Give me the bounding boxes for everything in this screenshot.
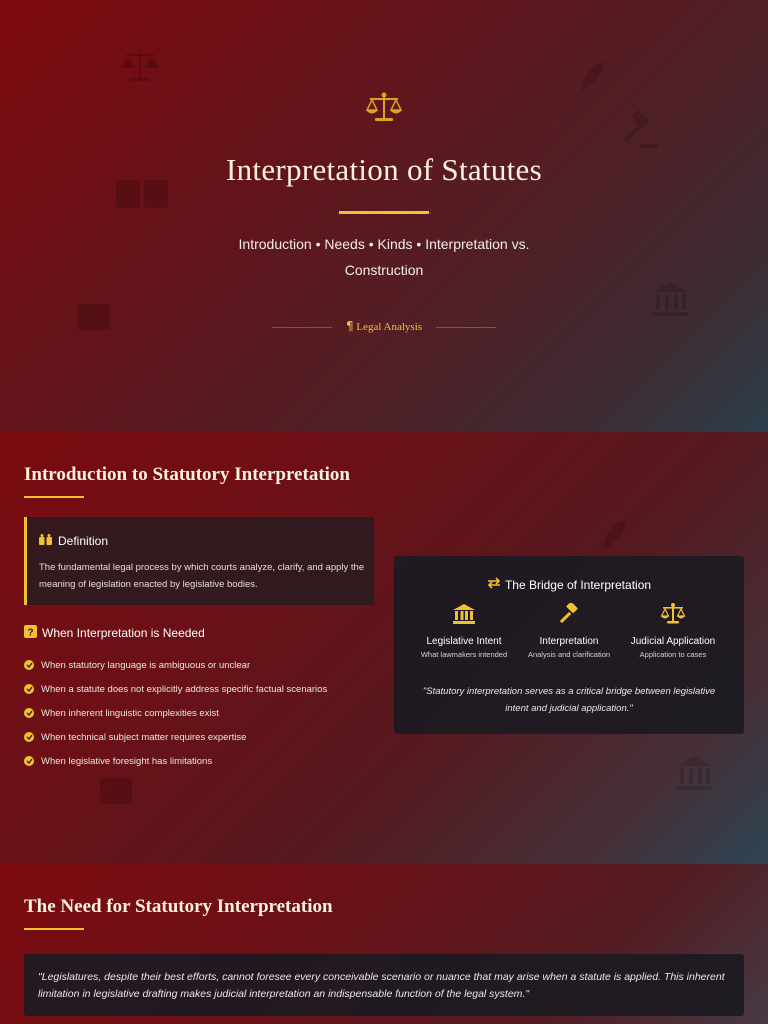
list-item: [24, 677, 327, 701]
feather-icon: [600, 518, 630, 558]
introduction-section: [0, 432, 768, 864]
bridge-label: Judicial Application: [630, 636, 716, 647]
bridge-column-legislative: [406, 603, 522, 659]
bridge-title: The Bridge of Interpretation: [504, 577, 652, 592]
hero-section: [0, 0, 768, 432]
list-item-text: When technical subject matter requires expertise: [41, 731, 247, 743]
need-section: [0, 864, 768, 1024]
landmark-icon: [406, 603, 522, 630]
list-item-text: When statutory language is ambiguous or unclear: [41, 659, 251, 671]
needed-label: When Interpretation is Needed: [42, 626, 205, 640]
scales-icon: [615, 603, 731, 630]
bridge-quote: "Statutory interpretation serves as a critical bridge between legislative intent and judicial application.": [422, 686, 716, 714]
check-circle-icon: [24, 756, 34, 766]
tag-label: Legal Analysis: [356, 321, 423, 333]
page-title: Interpretation of Statutes: [226, 152, 542, 187]
definition-heading: [39, 534, 108, 548]
scales-icon: [0, 92, 768, 129]
bridge-column-interpretation: [511, 603, 627, 659]
list-item: [24, 653, 327, 677]
section-underline: [24, 496, 84, 498]
bridge-heading: [394, 577, 744, 592]
svg-text:?: ?: [27, 627, 34, 638]
bridge-card: [394, 556, 744, 734]
book-icon: [98, 776, 134, 812]
list-item: [24, 749, 327, 773]
bridge-label: Legislative Intent: [426, 636, 502, 647]
bridge-label: Interpretation: [539, 636, 599, 647]
bridge-sublabel: What lawmakers intended: [420, 650, 508, 659]
section-title: The Need for Statutory Interpretation: [24, 896, 333, 917]
needed-list: [24, 653, 327, 773]
pilcrow-icon: ¶: [345, 319, 354, 333]
bridge-sublabel: Analysis and clarification: [527, 650, 611, 659]
need-quote: "Legislatures, despite their best efforts, cannot foresee every conceivable scenario or nuance that may arise when a statute is applied. This inherent limitation in legislative drafting makes judicial interpretation an indispensable function of the legal system.": [24, 954, 744, 1016]
book-icon: [39, 534, 52, 548]
title-underline: [339, 211, 429, 214]
bridge-sublabel: Application to cases: [639, 650, 707, 659]
check-circle-icon: [24, 660, 34, 670]
list-item-text: When a statute does not explicitly address specific factual scenarios: [41, 683, 328, 695]
gavel-icon: [511, 603, 627, 630]
check-circle-icon: [24, 708, 34, 718]
page-subtitle: Introduction • Needs • Kinds • Interpretation vs. Construction: [238, 236, 530, 278]
list-item: [24, 701, 327, 725]
list-item: [24, 725, 327, 749]
question-icon: [24, 625, 37, 641]
landmark-icon: [674, 754, 714, 798]
definition-text: The fundamental legal process by which courts analyze, clarify, and apply the meaning of legislation enacted by legislative bodies.: [39, 562, 365, 590]
section-underline: [24, 928, 84, 930]
list-item-text: When inherent linguistic complexities exist: [41, 707, 219, 719]
bridge-column-judicial: [615, 603, 731, 659]
list-item-text: When legislative foresight has limitations: [41, 755, 213, 767]
scales-icon: [118, 48, 162, 90]
check-circle-icon: [24, 684, 34, 694]
legal-analysis-tag: [0, 319, 768, 333]
section-title: Introduction to Statutory Interpretation: [24, 464, 350, 485]
check-circle-icon: [24, 732, 34, 742]
needed-heading: [24, 625, 205, 641]
definition-label: Definition: [58, 534, 109, 548]
landmark-icon: [650, 280, 690, 324]
definition-card: [24, 517, 374, 605]
exchange-icon: [487, 577, 501, 592]
